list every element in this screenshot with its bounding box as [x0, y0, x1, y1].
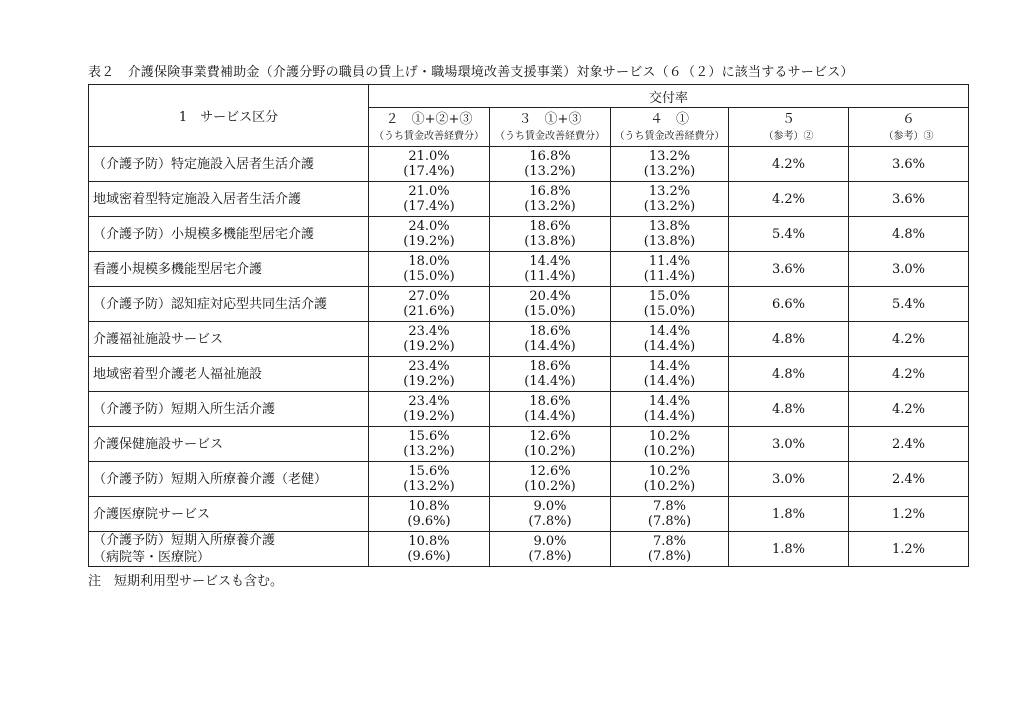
table-row [89, 392, 969, 427]
rate-col3: 18.6% (14.4%) [490, 392, 611, 427]
table-row [89, 497, 969, 532]
footnote: 注 短期利用型サービスも含む。 [88, 574, 284, 589]
rate-col3: 16.8% (13.2%) [490, 182, 611, 217]
document [88, 64, 968, 589]
rate-col6: 3.0% [849, 252, 969, 287]
service-name: （介護予防）認知症対応型共同生活介護 [89, 287, 369, 322]
service-name: 看護小規模多機能型居宅介護 [89, 252, 369, 287]
rate-col3: 12.6% (10.2%) [490, 462, 611, 497]
rate-col4: 7.8% (7.8%) [611, 497, 729, 532]
table-row [89, 427, 969, 462]
rate-col4: 10.2% (10.2%) [611, 427, 729, 462]
header-col4: ４ ① （うち賃金改善経費分） [611, 108, 729, 147]
rate-col3: 16.8% (13.2%) [490, 147, 611, 182]
table-title: 表２ 介護保険事業費補助金（介護分野の職員の賃上げ・職場環境改善支援事業）対象サービス（６（２）に該当するサービス） [88, 65, 854, 80]
header-col5: ５ （参考）② [729, 108, 849, 147]
rate-col5: 6.6% [729, 287, 849, 322]
subsidy-rate-table [88, 84, 969, 567]
rate-col3: 18.6% (13.8%) [490, 217, 611, 252]
rate-col2: 10.8% (9.6%) [369, 532, 490, 567]
rate-col4: 11.4% (11.4%) [611, 252, 729, 287]
rate-col3: 9.0% (7.8%) [490, 497, 611, 532]
rate-col2: 23.4% (19.2%) [369, 322, 490, 357]
rate-col2: 21.0% (17.4%) [369, 147, 490, 182]
service-name: 地域密着型介護老人福祉施設 [89, 357, 369, 392]
rate-col3: 12.6% (10.2%) [490, 427, 611, 462]
service-name: （介護予防）特定施設入居者生活介護 [89, 147, 369, 182]
rate-col4: 14.4% (14.4%) [611, 392, 729, 427]
service-name: （介護予防）短期入所療養介護 （病院等・医療院） [89, 532, 369, 567]
rate-col5: 1.8% [729, 532, 849, 567]
header-col3: ３ ①+③ （うち賃金改善経費分） [490, 108, 611, 147]
rate-col5: 4.8% [729, 322, 849, 357]
rate-col6: 4.8% [849, 217, 969, 252]
rate-col4: 15.0% (15.0%) [611, 287, 729, 322]
rate-col2: 23.4% (19.2%) [369, 357, 490, 392]
rate-col3: 18.6% (14.4%) [490, 322, 611, 357]
rate-col3: 14.4% (11.4%) [490, 252, 611, 287]
rate-col4: 14.4% (14.4%) [611, 322, 729, 357]
table-row [89, 217, 969, 252]
rate-col5: 3.0% [729, 427, 849, 462]
service-name: 介護福祉施設サービス [89, 322, 369, 357]
table-row [89, 462, 969, 497]
rate-col3: 9.0% (7.8%) [490, 532, 611, 567]
rate-col2: 21.0% (17.4%) [369, 182, 490, 217]
rate-col5: 5.4% [729, 217, 849, 252]
rate-col6: 2.4% [849, 427, 969, 462]
rate-col2: 27.0% (21.6%) [369, 287, 490, 322]
service-name: 介護保健施設サービス [89, 427, 369, 462]
table-row [89, 147, 969, 182]
rate-col3: 20.4% (15.0%) [490, 287, 611, 322]
rate-col5: 4.8% [729, 392, 849, 427]
rate-col6: 1.2% [849, 532, 969, 567]
table-row [89, 182, 969, 217]
rate-col2: 15.6% (13.2%) [369, 427, 490, 462]
rate-col3: 18.6% (14.4%) [490, 357, 611, 392]
rate-col6: 3.6% [849, 182, 969, 217]
service-name: 介護医療院サービス [89, 497, 369, 532]
service-name: （介護予防）短期入所生活介護 [89, 392, 369, 427]
rate-col5: 4.8% [729, 357, 849, 392]
rate-col2: 10.8% (9.6%) [369, 497, 490, 532]
header-rate-group: 交付率 [369, 85, 969, 108]
table-row [89, 322, 969, 357]
rate-col4: 13.8% (13.8%) [611, 217, 729, 252]
rate-col2: 18.0% (15.0%) [369, 252, 490, 287]
rate-col5: 4.2% [729, 147, 849, 182]
table-row [89, 532, 969, 567]
rate-col5: 4.2% [729, 182, 849, 217]
rate-col6: 1.2% [849, 497, 969, 532]
rate-col6: 4.2% [849, 322, 969, 357]
rate-col4: 13.2% (13.2%) [611, 147, 729, 182]
rate-col6: 5.4% [849, 287, 969, 322]
rate-col4: 7.8% (7.8%) [611, 532, 729, 567]
rate-col4: 14.4% (14.4%) [611, 357, 729, 392]
table-row [89, 357, 969, 392]
header-col6: ６ （参考）③ [849, 108, 969, 147]
rate-col2: 24.0% (19.2%) [369, 217, 490, 252]
rate-col4: 13.2% (13.2%) [611, 182, 729, 217]
rate-col6: 3.6% [849, 147, 969, 182]
table-row [89, 287, 969, 322]
header-col2: ２ ①+②+③ （うち賃金改善経費分） [369, 108, 490, 147]
rate-col2: 15.6% (13.2%) [369, 462, 490, 497]
rate-col4: 10.2% (10.2%) [611, 462, 729, 497]
rate-col5: 3.0% [729, 462, 849, 497]
rate-col6: 4.2% [849, 392, 969, 427]
service-name: （介護予防）短期入所療養介護（老健） [89, 462, 369, 497]
rate-col5: 3.6% [729, 252, 849, 287]
rate-col5: 1.8% [729, 497, 849, 532]
rate-col2: 23.4% (19.2%) [369, 392, 490, 427]
rate-col6: 4.2% [849, 357, 969, 392]
header-service-category: 1 サービス区分 [89, 85, 369, 147]
service-name: （介護予防）小規模多機能型居宅介護 [89, 217, 369, 252]
table-row [89, 252, 969, 287]
service-name: 地域密着型特定施設入居者生活介護 [89, 182, 369, 217]
rate-col6: 2.4% [849, 462, 969, 497]
